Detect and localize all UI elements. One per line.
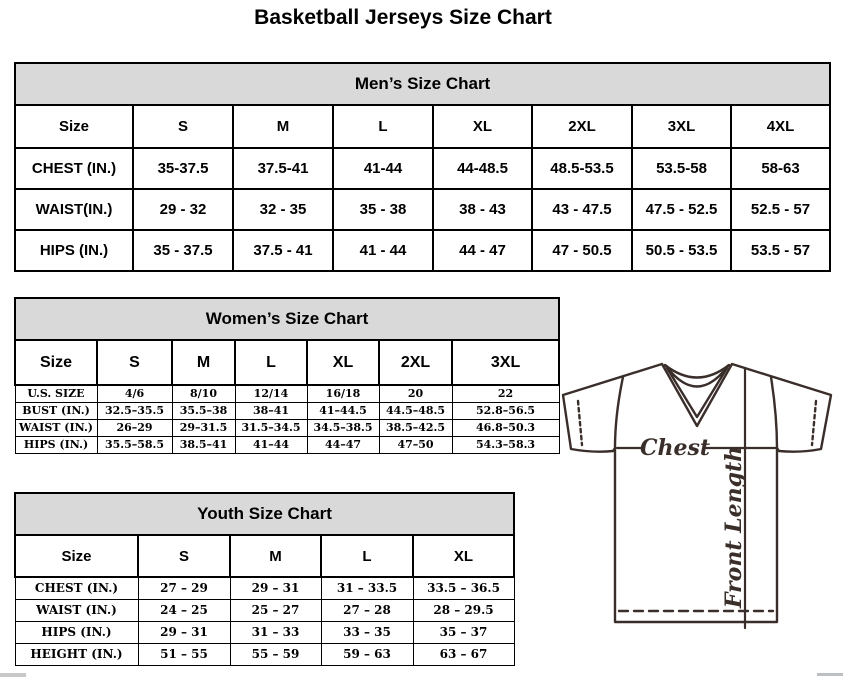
youth-chart-title: Youth Size Chart — [15, 493, 514, 535]
size-value-cell: 4/6 — [97, 385, 172, 402]
collar-v-inner — [667, 368, 727, 417]
size-value-cell: 35-37.5 — [133, 148, 233, 189]
column-header: M — [230, 535, 321, 577]
size-value-cell: 44.5–48.5 — [379, 402, 452, 419]
size-value-cell: 58-63 — [731, 148, 830, 189]
left-cuff-dashed-line — [578, 401, 582, 445]
table-row — [15, 419, 559, 436]
row-label: HEIGHT (IN.) — [15, 643, 138, 665]
size-value-cell: 47.5 - 52.5 — [632, 189, 731, 230]
size-value-cell: 33 – 35 — [321, 621, 413, 643]
column-header: S — [133, 105, 233, 148]
size-value-cell: 35.5–38 — [172, 402, 235, 419]
size-value-cell: 50.5 - 53.5 — [632, 230, 731, 271]
column-header: S — [138, 535, 230, 577]
size-value-cell: 25 – 27 — [230, 599, 321, 621]
horizontal-scrollbar-thumb-left[interactable] — [0, 673, 26, 677]
size-value-cell: 28 – 29.5 — [413, 599, 514, 621]
size-value-cell: 31 – 33.5 — [321, 577, 413, 599]
size-value-cell: 31 – 33 — [230, 621, 321, 643]
table-row — [15, 385, 559, 402]
column-header: M — [233, 105, 333, 148]
size-value-cell: 41 - 44 — [333, 230, 433, 271]
size-value-cell: 12/14 — [235, 385, 307, 402]
size-column-header: Size — [15, 535, 138, 577]
size-value-cell: 22 — [452, 385, 559, 402]
column-header: 4XL — [731, 105, 830, 148]
column-header: 3XL — [632, 105, 731, 148]
size-value-cell: 8/10 — [172, 385, 235, 402]
front-length-label: Front Length — [721, 445, 747, 609]
size-value-cell: 29 - 32 — [133, 189, 233, 230]
size-value-cell: 16/18 — [307, 385, 379, 402]
row-label: CHEST (IN.) — [15, 577, 138, 599]
size-value-cell: 63 – 67 — [413, 643, 514, 665]
column-header: 2XL — [379, 340, 452, 385]
womens-size-chart-table — [14, 297, 560, 454]
size-value-cell: 37.5-41 — [233, 148, 333, 189]
table-row — [15, 402, 559, 419]
size-value-cell: 33.5 – 36.5 — [413, 577, 514, 599]
table-caption-row — [15, 298, 559, 340]
size-value-cell: 38 - 43 — [433, 189, 532, 230]
size-value-cell: 41-44 — [333, 148, 433, 189]
size-value-cell: 47 - 50.5 — [532, 230, 632, 271]
row-label: BUST (IN.) — [15, 402, 97, 419]
size-value-cell: 52.5 - 57 — [731, 189, 830, 230]
horizontal-scrollbar-thumb-right[interactable] — [817, 673, 843, 676]
size-value-cell: 41–44 — [235, 436, 307, 453]
row-label: HIPS (IN.) — [15, 621, 138, 643]
table-row — [15, 148, 830, 189]
size-column-header: Size — [15, 340, 97, 385]
column-header: L — [321, 535, 413, 577]
size-value-cell: 29 – 31 — [230, 577, 321, 599]
size-value-cell: 29 – 31 — [138, 621, 230, 643]
size-value-cell: 34.5–38.5 — [307, 419, 379, 436]
size-value-cell: 44-48.5 — [433, 148, 532, 189]
column-header-row — [15, 535, 514, 577]
page-title: Basketball Jerseys Size Chart — [254, 6, 552, 29]
right-shoulder-seam — [771, 377, 777, 448]
column-header: 3XL — [452, 340, 559, 385]
size-value-cell: 31.5–34.5 — [235, 419, 307, 436]
size-value-cell: 44–47 — [307, 436, 379, 453]
size-value-cell: 26–29 — [97, 419, 172, 436]
row-label: CHEST (IN.) — [15, 148, 133, 189]
size-value-cell: 48.5-53.5 — [532, 148, 632, 189]
size-value-cell: 20 — [379, 385, 452, 402]
size-value-cell: 53.5 - 57 — [731, 230, 830, 271]
size-column-header: Size — [15, 105, 133, 148]
mens-chart-title: Men’s Size Chart — [15, 63, 830, 105]
size-value-cell: 35 - 38 — [333, 189, 433, 230]
row-label: WAIST (IN.) — [15, 419, 97, 436]
size-value-cell: 27 – 28 — [321, 599, 413, 621]
size-value-cell: 32.5–35.5 — [97, 402, 172, 419]
size-value-cell: 24 – 25 — [138, 599, 230, 621]
size-value-cell: 53.5-58 — [632, 148, 731, 189]
row-label: WAIST (IN.) — [15, 599, 138, 621]
column-header: L — [235, 340, 307, 385]
size-value-cell: 32 - 35 — [233, 189, 333, 230]
table-row — [15, 189, 830, 230]
size-value-cell: 46.8–50.3 — [452, 419, 559, 436]
size-value-cell: 38–41 — [235, 402, 307, 419]
size-value-cell: 51 – 55 — [138, 643, 230, 665]
size-value-cell: 37.5 - 41 — [233, 230, 333, 271]
column-header: L — [333, 105, 433, 148]
row-label: U.S. SIZE — [15, 385, 97, 402]
size-value-cell: 29–31.5 — [172, 419, 235, 436]
size-value-cell: 41–44.5 — [307, 402, 379, 419]
size-value-cell: 35.5–58.5 — [97, 436, 172, 453]
mens-size-chart-table — [14, 62, 831, 272]
size-value-cell: 35 – 37 — [413, 621, 514, 643]
right-cuff-dashed-line — [812, 401, 816, 445]
row-label: HIPS (IN.) — [15, 436, 97, 453]
size-value-cell: 55 – 59 — [230, 643, 321, 665]
table-row — [15, 577, 514, 599]
chest-label: Chest — [639, 435, 711, 461]
womens-chart-title: Women’s Size Chart — [15, 298, 559, 340]
youth-size-chart-table — [14, 492, 515, 666]
column-header-row — [15, 340, 559, 385]
row-label: HIPS (IN.) — [15, 230, 133, 271]
size-value-cell: 44 - 47 — [433, 230, 532, 271]
table-caption-row — [15, 493, 514, 535]
column-header: 2XL — [532, 105, 632, 148]
table-row — [15, 621, 514, 643]
size-value-cell: 35 - 37.5 — [133, 230, 233, 271]
size-value-cell: 43 - 47.5 — [532, 189, 632, 230]
table-row — [15, 599, 514, 621]
row-label: WAIST(IN.) — [15, 189, 133, 230]
column-header: XL — [433, 105, 532, 148]
size-value-cell: 27 – 29 — [138, 577, 230, 599]
column-header: XL — [307, 340, 379, 385]
size-value-cell: 54.3–58.3 — [452, 436, 559, 453]
column-header-row — [15, 105, 830, 148]
jersey-measurement-diagram — [555, 360, 843, 660]
size-value-cell: 59 – 63 — [321, 643, 413, 665]
size-value-cell: 47–50 — [379, 436, 452, 453]
column-header: S — [97, 340, 172, 385]
table-row — [15, 643, 514, 665]
column-header: M — [172, 340, 235, 385]
table-row — [15, 230, 830, 271]
jersey-outline-shape — [563, 364, 831, 622]
table-row — [15, 436, 559, 453]
column-header: XL — [413, 535, 514, 577]
table-caption-row — [15, 63, 830, 105]
size-value-cell: 38.5–42.5 — [379, 419, 452, 436]
size-value-cell: 52.8–56.5 — [452, 402, 559, 419]
size-value-cell: 38.5–41 — [172, 436, 235, 453]
left-shoulder-seam — [615, 377, 623, 448]
